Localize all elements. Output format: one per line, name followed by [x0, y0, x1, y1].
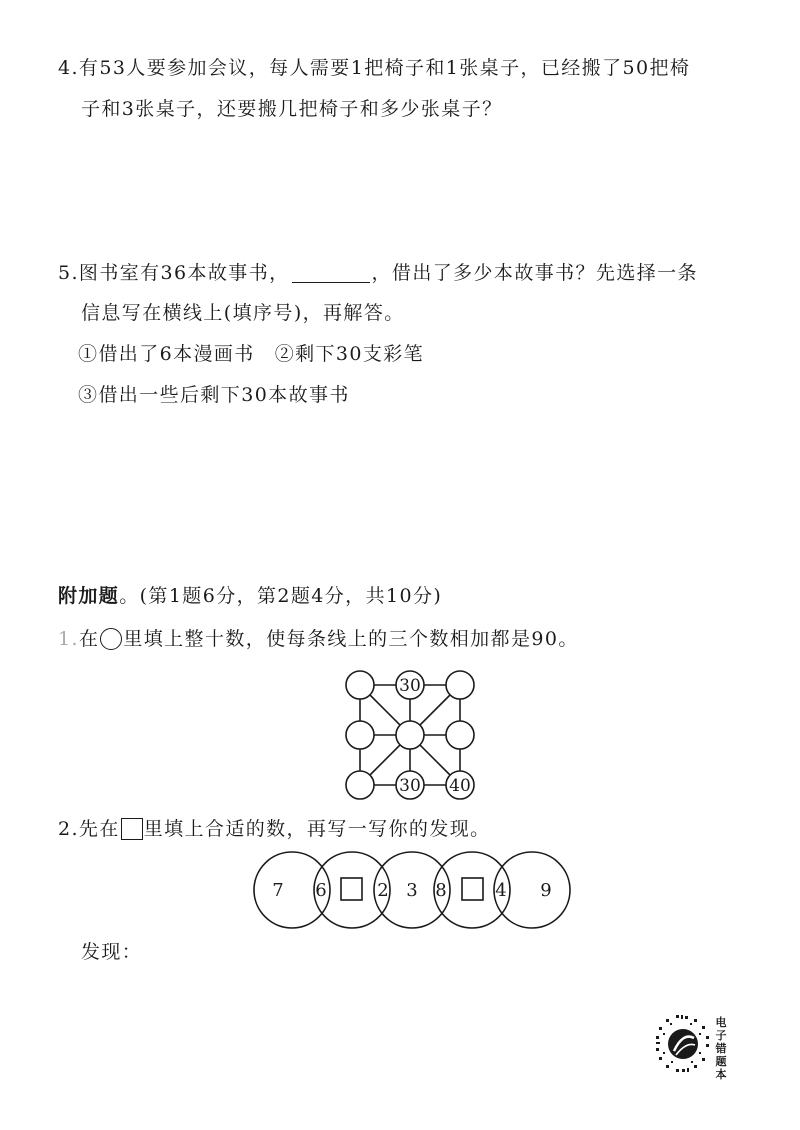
q5-answer-blank[interactable] — [292, 260, 370, 283]
grid-circle-bottom-left[interactable] — [346, 771, 374, 799]
ring-number-7: 9 — [540, 880, 552, 901]
q5-options-row-1 — [78, 342, 424, 366]
bonus-q1-a: 在 — [78, 628, 100, 650]
q5-line-1 — [58, 260, 698, 285]
qr-label: 电子错题本 — [715, 1016, 727, 1081]
circle-icon — [100, 628, 122, 650]
answer-box-2[interactable] — [462, 878, 483, 900]
ring-number-5: 8 — [435, 880, 447, 901]
q5-line-1-b: ，借出了多少本故事书？先选择一条 — [371, 262, 698, 284]
q5-option-3: ③借出一些后剩下30本故事书 — [78, 384, 350, 406]
ring-number-2: 6 — [315, 880, 327, 901]
square-box-icon — [121, 818, 143, 840]
ring-number-6: 4 — [495, 880, 507, 901]
overlapping-circles-diagram — [248, 848, 572, 932]
grid-value-bottom-middle: 30 — [399, 776, 421, 796]
q4-line-1: 4.有53人要参加会议，每人需要1把椅子和1张桌子，已经搬了50把椅 — [58, 57, 691, 79]
grid-value-bottom-right: 40 — [449, 776, 471, 796]
number-grid-diagram — [335, 660, 485, 810]
q5-option-1: ①借出了6本漫画书 — [78, 343, 255, 365]
bonus-score-note: 。(第1题6分，第2题4分，共10分) — [119, 585, 443, 607]
bonus-q1-b: 里填上整十数，使每条线上的三个数相加都是90。 — [123, 628, 579, 650]
grid-circle-top-left[interactable] — [346, 671, 374, 699]
bonus-q2-b: 里填上合适的数，再写一写你的发现。 — [143, 818, 491, 840]
bonus-q1-text — [58, 627, 579, 651]
grid-circle-middle-left[interactable] — [346, 721, 374, 749]
ring-number-3: 2 — [377, 880, 389, 901]
discovery-label: 发现： — [81, 941, 143, 963]
q4-line-2: 子和3张桌子，还要搬几把椅子和多少张桌子？ — [81, 98, 503, 120]
grid-circle-middle-right[interactable] — [446, 721, 474, 749]
qr-code-icon[interactable] — [654, 1014, 712, 1074]
ring-number-1: 7 — [272, 880, 284, 901]
q5-option-2: ②剩下30支彩笔 — [274, 343, 425, 365]
bonus-heading — [58, 584, 442, 608]
q5-line-2: 信息写在横线上(填序号)，再解答。 — [81, 302, 405, 324]
grid-value-top-middle: 30 — [399, 676, 421, 696]
bonus-q2-a: 2.先在 — [58, 818, 120, 840]
q5-line-1-a: 5.图书室有36本故事书， — [58, 262, 290, 284]
grid-circle-center[interactable] — [396, 721, 424, 749]
answer-box-1[interactable] — [341, 878, 362, 900]
bonus-title: 附加题 — [58, 585, 120, 607]
grid-circle-top-right[interactable] — [446, 671, 474, 699]
ring-number-4: 3 — [406, 880, 418, 901]
bonus-q1-prefix: 1. — [58, 628, 79, 650]
bonus-q2-text — [58, 817, 491, 841]
